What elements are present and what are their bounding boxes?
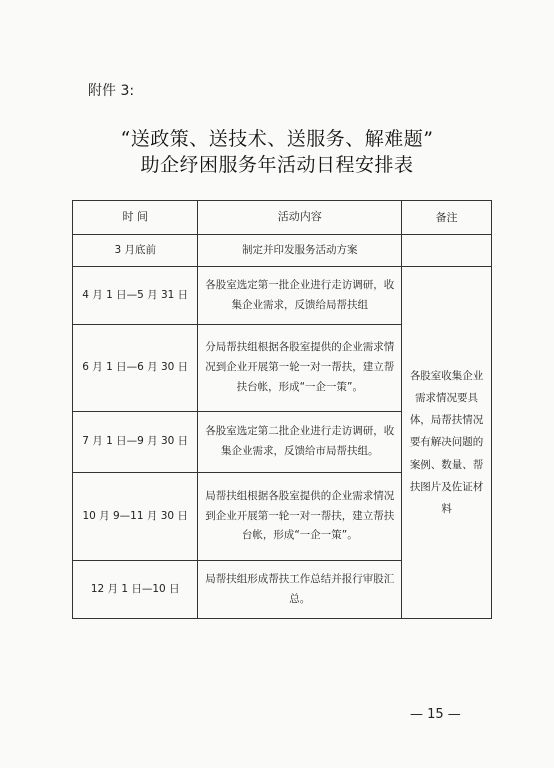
- title-line-1: “送政策、送技术、送服务、解难题”: [120, 128, 434, 150]
- title-line-2: 助企纾困服务年活动日程安排表: [140, 154, 414, 176]
- activity-cell: 局帮扶组根据各股室提供的企业需求情况到企业开展第一轮一对一帮扶，建立帮扶台帐，形成“一企一策”。: [198, 473, 402, 561]
- table-row: [73, 235, 492, 267]
- note-cell: 各股室收集企业需求情况要具体，局帮扶情况要有解决问题的案例、数量、帮扶图片及佐证材料: [402, 267, 492, 619]
- table-header-row: [73, 201, 492, 235]
- page-number: — 15 —: [410, 707, 461, 722]
- header-time: 时 间: [73, 201, 198, 235]
- activity-cell: 分局帮扶组根据各股室提供的企业需求情况到企业开展第一轮一对一帮扶，建立帮扶台帐，形成“一企一策”。: [198, 325, 402, 412]
- activity-cell: 各股室选定第二批企业进行走访调研，收集企业需求，反馈给市局帮扶组。: [198, 412, 402, 473]
- attachment-label: 附件 3:: [88, 83, 135, 99]
- time-cell: 7 月 1 日—9 月 30 日: [73, 412, 198, 473]
- time-cell: 4 月 1 日—5 月 31 日: [73, 267, 198, 325]
- activity-cell: 局帮扶组形成帮扶工作总结并报行审股汇总。: [198, 561, 402, 619]
- activity-cell: 各股室选定第一批企业进行走访调研，收集企业需求，反馈给局帮扶组: [198, 267, 402, 325]
- schedule-table: [72, 200, 492, 619]
- activity-cell: 制定并印发服务活动方案: [198, 235, 402, 267]
- note-cell-empty: [402, 235, 492, 267]
- time-cell: 10 月 9—11 月 30 日: [73, 473, 198, 561]
- header-activity: 活动内容: [198, 201, 402, 235]
- time-cell: 6 月 1 日—6 月 30 日: [73, 325, 198, 412]
- header-note: 备注: [402, 201, 492, 235]
- table-row: [73, 267, 492, 325]
- time-cell: 12 月 1 日—10 日: [73, 561, 198, 619]
- time-cell: 3 月底前: [73, 235, 198, 267]
